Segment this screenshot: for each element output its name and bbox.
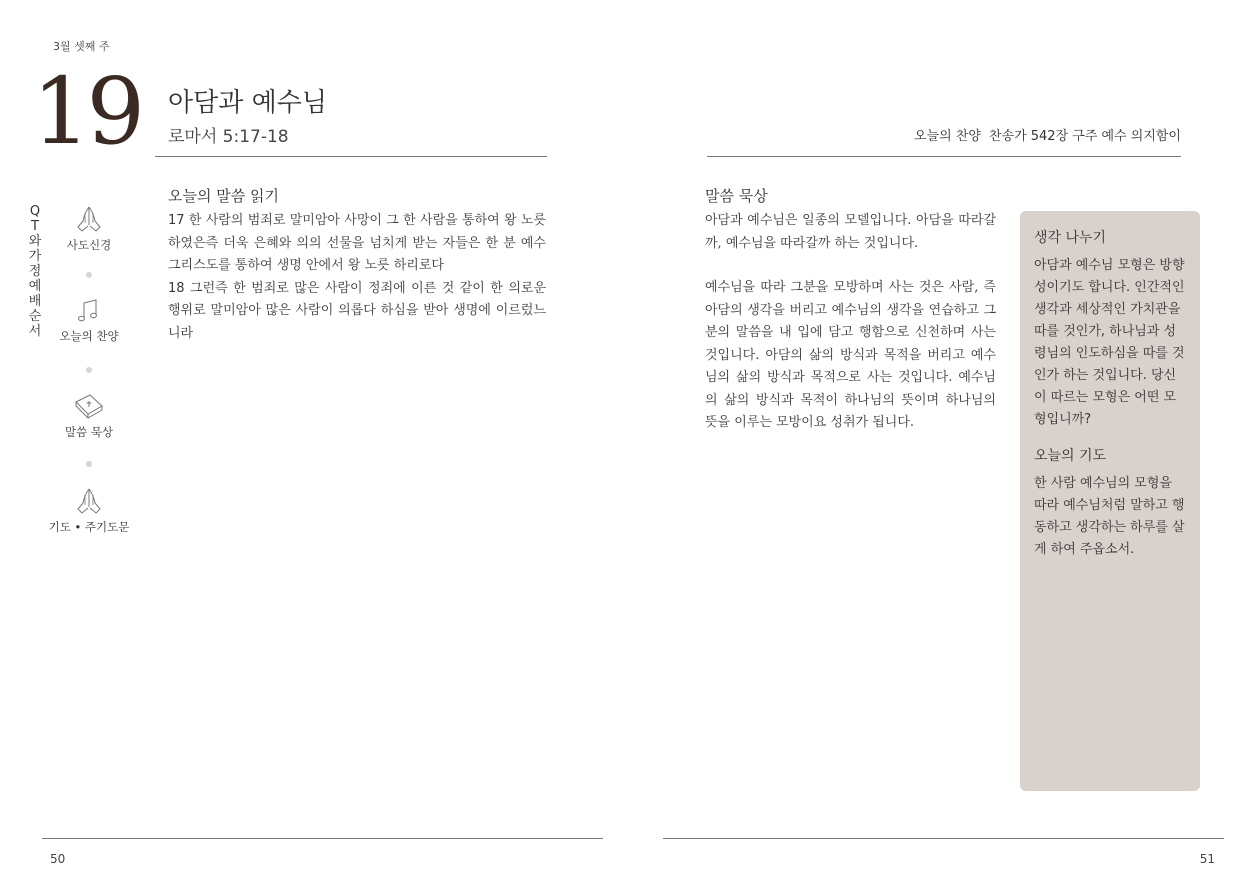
vertical-section-title: QT와 가정예배 순서 xyxy=(28,204,42,339)
sidebar-item-label: 기도 • 주기도문 xyxy=(48,520,130,534)
verse-number: 18 xyxy=(168,280,185,296)
todays-hymn xyxy=(914,125,1181,144)
meditation-text xyxy=(705,210,996,435)
bible-icon xyxy=(72,392,106,420)
page-number-left: 50 xyxy=(50,852,66,866)
week-label: 3월 셋째 주 xyxy=(53,40,110,53)
meditation-paragraph: 아담과 예수님은 일종의 모델입니다. 아담을 따라갈까, 예수님을 따라갈까 하는 것입니다. xyxy=(705,213,996,251)
footer-rule-right xyxy=(663,838,1224,839)
sharing-box xyxy=(1020,211,1200,791)
prayer-text: 한 사람 예수님의 모형을 따라 예수님처럼 말하고 행동하고 생각하는 하루를 살게 하여 주옵소서. xyxy=(1034,476,1185,557)
separator-dot xyxy=(86,461,92,467)
share-text: 아담과 예수님 모형은 방향성이기도 합니다. 인간적인 생각과 세상적인 가치관을 따를 것인가, 하나님과 성령님의 인도하심을 따를 것인가 하는 것입니다. 당신이 따르는 모형은 어떤 모형입니까? xyxy=(1034,258,1185,427)
sidebar-item-label: 사도신경 xyxy=(66,238,112,252)
scripture-reference: 로마서 5:17-18 xyxy=(168,127,289,147)
verse xyxy=(168,210,546,278)
music-note-icon xyxy=(74,298,104,324)
hymn-label: 오늘의 찬양 xyxy=(914,129,981,144)
prayer-title: 오늘의 기도 xyxy=(1034,448,1107,464)
meditation-title: 말씀 묵상 xyxy=(705,187,768,205)
verse xyxy=(168,278,546,346)
sidebar-item-todays-hymn xyxy=(44,298,134,344)
header-rule-left xyxy=(155,156,547,157)
verse-number: 17 xyxy=(168,213,185,228)
footer-rule-left xyxy=(42,838,603,839)
page-title: 아담과 예수님 xyxy=(168,88,327,118)
page-number-right: 51 xyxy=(1199,852,1215,866)
separator-dot xyxy=(86,272,92,278)
sidebar-item-label: 오늘의 찬양 xyxy=(59,329,119,343)
separator-dot xyxy=(86,367,92,373)
sidebar-item-apostles-creed xyxy=(44,205,134,253)
sidebar-item-meditation xyxy=(44,392,134,440)
share-title: 생각 나누기 xyxy=(1034,230,1107,246)
day-number: 19 xyxy=(32,58,142,165)
praying-hands-icon xyxy=(74,487,104,515)
sidebar-item-label: 말씀 묵상 xyxy=(64,425,114,439)
header-rule-right xyxy=(707,156,1181,157)
sidebar-item-prayer xyxy=(44,487,134,535)
scripture-text xyxy=(168,210,546,345)
reading-title: 오늘의 말씀 읽기 xyxy=(168,187,279,205)
meditation-paragraph: 예수님을 따라 그분을 모방하며 사는 것은 사람, 즉 아담의 생각을 버리고 예수님의 생각을 연습하고 그분의 말씀을 내 입에 담고 행함으로 신천하며 사는 것입니다. 아담의 삶의 방식과 목적을 버리고 예수님의 삶의 방식과 목적으로 사는 것입니다. 예수님의 삶의 방식과 목적이 하나님의 뜻이며 하나님의 뜻을 이루는 모방이요 성취가 됩니다. xyxy=(705,280,996,430)
praying-hands-icon xyxy=(74,205,104,233)
verse-text: 한 사람의 범죄로 말미암아 사망이 그 한 사람을 통하여 왕 노릇 하였은즉 더욱 은혜와 의의 선물을 넘치게 받는 자들은 한 분 예수 그리스도를 통하여 생명 안에서 왕 노릇 하리로다 xyxy=(168,213,546,273)
verse-text: 그런즉 한 범죄로 많은 사람이 정죄에 이른 것 같이 한 의로운 행위로 말미암아 많은 사람이 의롭다 하심을 받아 생명에 이르렀느니라 xyxy=(168,280,546,341)
hymn-value: 찬송가 542장 구주 예수 의지함이 xyxy=(988,129,1181,144)
